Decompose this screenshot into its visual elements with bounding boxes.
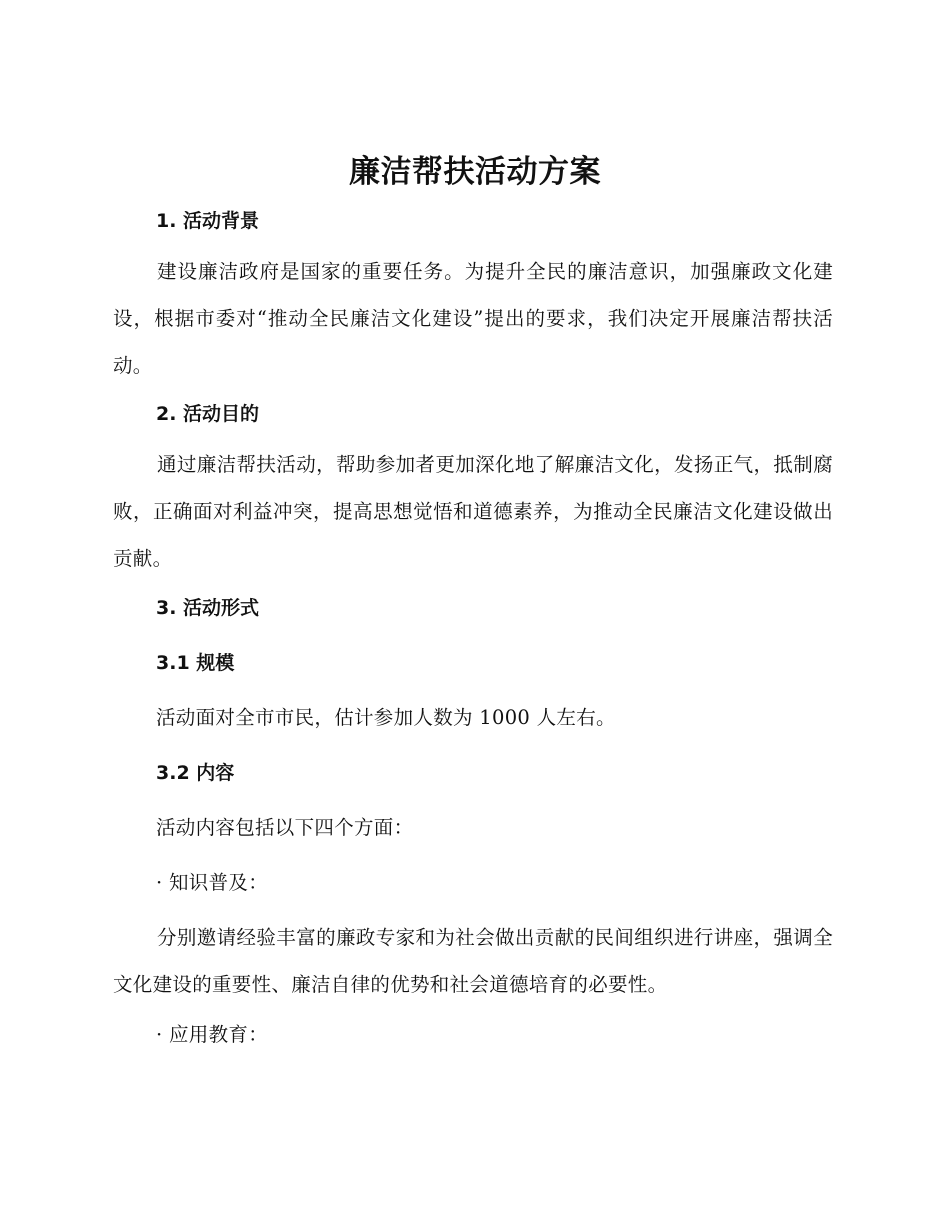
- paragraph-purpose: 通过廉洁帮扶活动，帮助参加者更加深化地了解廉洁文化，发扬正气，抵制腐败，正确面对利益冲突，提高思想觉悟和道德素养，为推动全民廉洁文化建设做出贡献。: [113, 453, 833, 570]
- paragraph-background: 建设廉洁政府是国家的重要任务。为提升全民的廉洁意识，加强廉政文化建设，根据市委对“推动全民廉洁文化建设”提出的要求，我们决定开展廉洁帮扶活动。: [113, 260, 833, 377]
- subsection-heading-content: 3.2 内容: [156, 762, 235, 784]
- paragraph-scale: 活动面对全市市民，估计参加人数为 1000 人左右。: [156, 706, 616, 729]
- paragraph-knowledge: 分别邀请经验丰富的廉政专家和为社会做出贡献的民间组织进行讲座，强调全文化建设的重要性、廉洁自律的优势和社会道德培育的必要性。: [113, 926, 833, 996]
- list-item-application: · 应用教育：: [156, 1023, 268, 1046]
- section-heading-format: 3. 活动形式: [156, 597, 260, 619]
- section-heading-background: 1. 活动背景: [156, 210, 260, 232]
- document-title: 廉洁帮扶活动方案: [349, 154, 601, 190]
- subsection-heading-scale: 3.1 规模: [156, 652, 235, 674]
- section-heading-purpose: 2. 活动目的: [156, 403, 260, 425]
- paragraph-content-intro: 活动内容包括以下四个方面：: [156, 816, 414, 839]
- list-item-knowledge: · 知识普及：: [156, 871, 268, 894]
